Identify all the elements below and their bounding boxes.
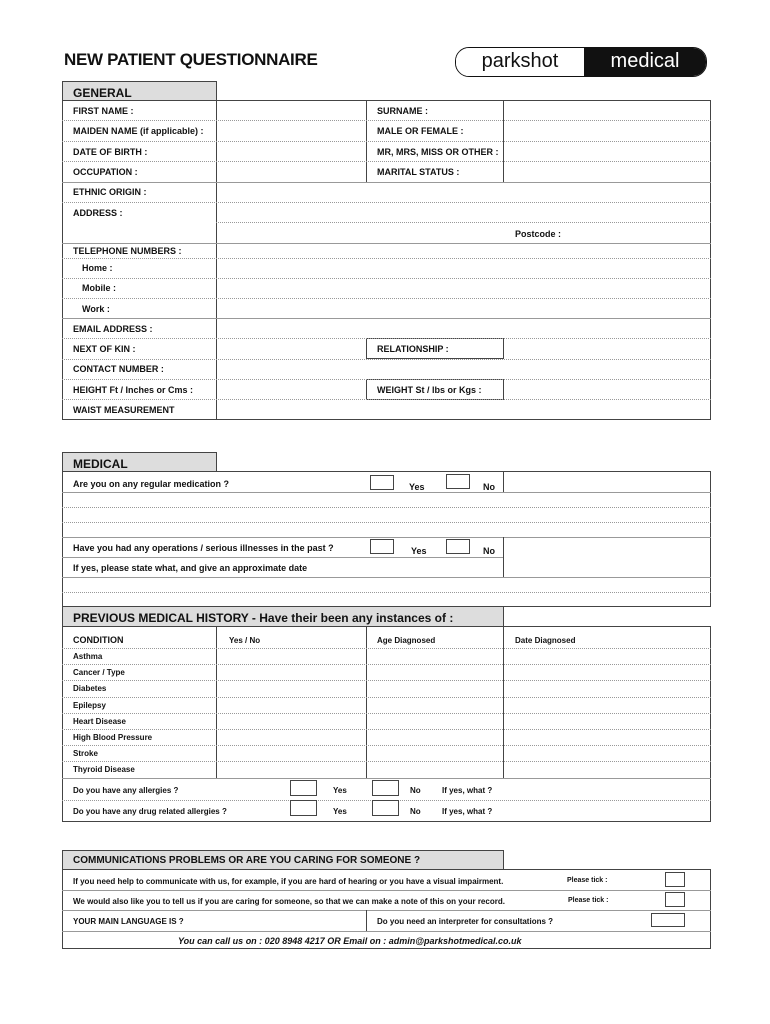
drug-allergy-no-label: No — [410, 807, 421, 816]
drug-allergy-yes-label: Yes — [333, 807, 347, 816]
address-label: ADDRESS : — [73, 208, 123, 218]
work-phone-label: Work : — [82, 304, 110, 314]
language-label: YOUR MAIN LANGUAGE IS ? — [73, 917, 184, 926]
allergy-yes-checkbox[interactable] — [290, 780, 317, 796]
condition-row: Thyroid Disease — [73, 765, 135, 774]
allergy-question: Do you have any allergies ? — [73, 786, 179, 795]
waist-label: WAIST MEASUREMENT — [73, 405, 175, 415]
operations-yes-checkbox[interactable] — [370, 539, 394, 554]
surname-field[interactable] — [504, 101, 710, 120]
operations-yes-label: Yes — [411, 546, 427, 556]
relationship-label: RELATIONSHIP : — [377, 344, 449, 354]
comms-line2: We would also like you to tell us if you are caring for someone, so that we can make a note of this on your record. — [73, 897, 505, 906]
first-name-field[interactable] — [217, 101, 365, 120]
comms-help-checkbox[interactable] — [665, 872, 685, 887]
medication-no-checkbox[interactable] — [446, 474, 470, 489]
weight-label: WEIGHT St / lbs or Kgs : — [377, 385, 482, 395]
operations-no-checkbox[interactable] — [446, 539, 470, 554]
medication-no-label: No — [483, 482, 495, 492]
logo-part1: parkshot — [456, 48, 584, 76]
allergy-no-label: No — [410, 786, 421, 795]
col-age-diagnosed: Age Diagnosed — [377, 636, 436, 645]
condition-row: Cancer / Type — [73, 668, 125, 677]
medication-question: Are you on any regular medication ? — [73, 479, 230, 489]
title-label: MR, MRS, MISS OR OTHER : — [377, 147, 499, 157]
condition-row: Epilepsy — [73, 701, 106, 710]
drug-allergy-question: Do you have any drug related allergies ? — [73, 807, 227, 816]
allergy-if-yes: If yes, what ? — [442, 786, 493, 795]
condition-row: High Blood Pressure — [73, 733, 153, 742]
operations-question: Have you had any operations / serious illnesses in the past ? — [73, 543, 334, 553]
condition-row: Diabetes — [73, 684, 107, 693]
email-field[interactable] — [217, 319, 710, 338]
comms-heading: COMMUNICATIONS PROBLEMS OR ARE YOU CARING FOR SOMEONE ? — [62, 850, 504, 870]
medication-yes-label: Yes — [409, 482, 425, 492]
sex-label: MALE OR FEMALE : — [377, 126, 464, 136]
dob-label: DATE OF BIRTH : — [73, 147, 148, 157]
condition-row: Heart Disease — [73, 717, 126, 726]
please-tick-1: Please tick : — [567, 877, 608, 884]
drug-allergy-if-yes: If yes, what ? — [442, 807, 493, 816]
postcode-label: Postcode : — [515, 229, 562, 239]
history-heading: PREVIOUS MEDICAL HISTORY - Have their been any instances of : — [62, 606, 504, 627]
please-tick-2: Please tick : — [568, 897, 609, 904]
allergy-yes-label: Yes — [333, 786, 347, 795]
first-name-label: FIRST NAME : — [73, 106, 134, 116]
maiden-name-label: MAIDEN NAME (if applicable) : — [73, 126, 204, 136]
medication-yes-checkbox[interactable] — [370, 475, 394, 490]
general-heading: GENERAL — [62, 81, 217, 101]
col-date-diagnosed: Date Diagnosed — [515, 636, 576, 645]
height-label: HEIGHT Ft / Inches or Cms : — [73, 385, 194, 395]
contact-footer: You can call us on : 020 8948 4217 OR Email on : admin@parkshotmedical.co.uk — [178, 936, 522, 946]
operations-followup: If yes, please state what, and give an approximate date — [73, 563, 308, 573]
next-of-kin-label: NEXT OF KIN : — [73, 344, 136, 354]
col-yes-no: Yes / No — [229, 636, 261, 645]
logo-part2: medical — [584, 48, 706, 76]
mobile-phone-label: Mobile : — [82, 283, 116, 293]
comms-line1: If you need help to communicate with us, for example, if you are hard of hearing or you have a visual impairment. — [73, 877, 504, 886]
marital-status-label: MARITAL STATUS : — [377, 167, 460, 177]
condition-row: Stroke — [73, 749, 98, 758]
interpreter-checkbox[interactable] — [651, 913, 685, 927]
interpreter-label: Do you need an interpreter for consultations ? — [377, 917, 554, 926]
contact-number-label: CONTACT NUMBER : — [73, 364, 164, 374]
medical-heading: MEDICAL — [62, 452, 217, 472]
ethnic-origin-label: ETHNIC ORIGIN : — [73, 187, 147, 197]
drug-allergy-no-checkbox[interactable] — [372, 800, 399, 816]
home-phone-label: Home : — [82, 263, 113, 273]
operations-no-label: No — [483, 546, 495, 556]
email-label: EMAIL ADDRESS : — [73, 324, 153, 334]
page-title: NEW PATIENT QUESTIONNAIRE — [64, 50, 318, 69]
condition-row: Asthma — [73, 652, 103, 661]
telephone-label: TELEPHONE NUMBERS : — [73, 246, 182, 256]
col-condition: CONDITION — [73, 635, 124, 645]
address-field[interactable] — [217, 203, 710, 243]
logo — [455, 47, 707, 77]
drug-allergy-yes-checkbox[interactable] — [290, 800, 317, 816]
occupation-label: OCCUPATION : — [73, 167, 138, 177]
allergy-no-checkbox[interactable] — [372, 780, 399, 796]
surname-label: SURNAME : — [377, 106, 428, 116]
comms-caring-checkbox[interactable] — [665, 892, 685, 907]
